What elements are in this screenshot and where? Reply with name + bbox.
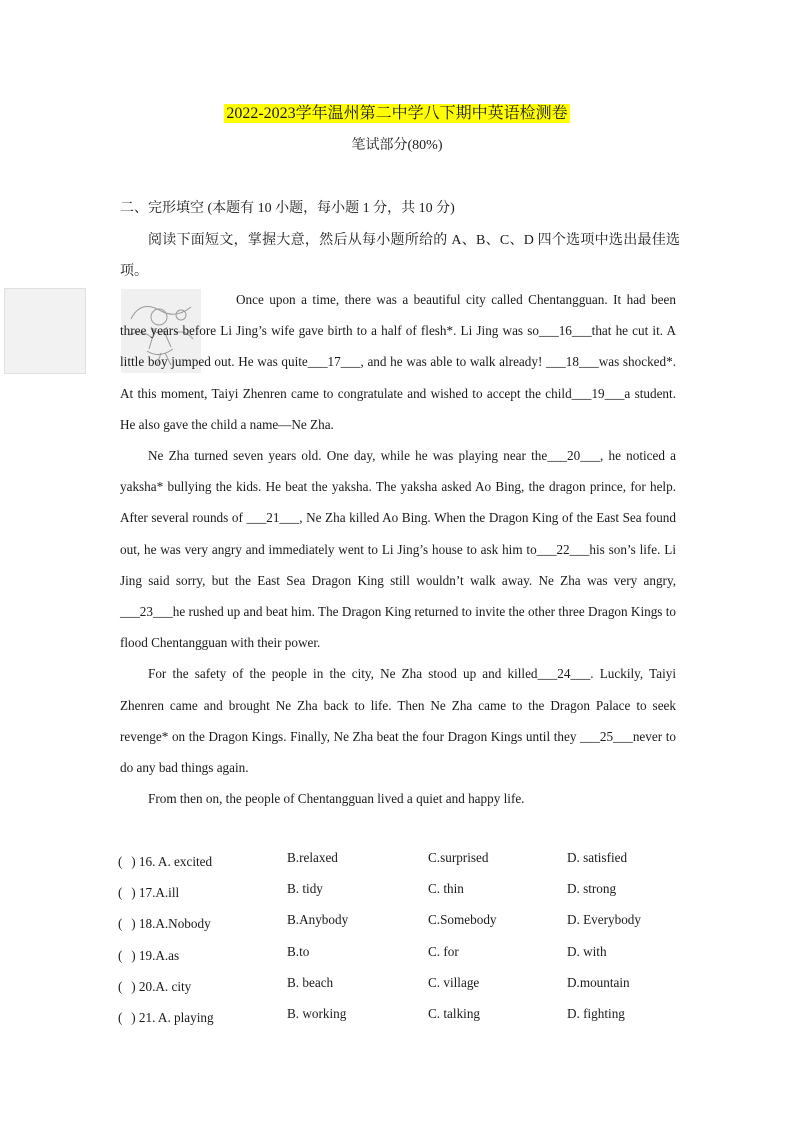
option-d[interactable]: D. with xyxy=(567,943,607,959)
question-stem[interactable]: ( ) 21. A. playing xyxy=(118,1009,214,1025)
option-b[interactable]: B.relaxed xyxy=(287,850,338,865)
passage-paragraph-3: For the safety of the people in the city, Ne Zha stood up and killed___24___. Luckily, Taiyi Zhenren came and brought Ne Zha back to life. Then Ne Zha came to the Dragon Palace to seek revenge* on the Dragon Kings. Finally, Ne Zha beat the four Dragon Kings until they ___25___never to do any bad things again. xyxy=(120,666,676,776)
passage-paragraph-1-text: Once upon a time, there was a beautiful city called Chentangguan. It had been three years before Li Jing’s wife gave birth to a half of flesh*. Li Jing was so___16___that he cut it. A little boy jumped out. He was quite___17___, and he was able to walk already! ___18___was shocked*. At this moment, Taiyi Zhenren came to congratulate and wished to accept the child___19___a student. He also gave the child a name—Ne Zha. xyxy=(120,292,676,432)
section-heading: 二、完形填空 (本题有 10 小题，每小题 1 分，共 10 分) xyxy=(120,201,455,216)
option-c[interactable]: C. thin xyxy=(428,881,464,897)
passage-paragraph-1 xyxy=(120,284,676,440)
question-row-21 xyxy=(118,1002,678,1033)
option-b[interactable]: B. beach xyxy=(287,974,334,990)
question-row-20 xyxy=(118,971,678,1002)
option-c[interactable]: C.surprised xyxy=(428,850,489,865)
nezha-sketch-illustration xyxy=(4,288,86,374)
option-c[interactable]: C. talking xyxy=(428,1005,481,1021)
question-stem[interactable]: ( ) 17.A.ill xyxy=(118,885,180,901)
question-row-18 xyxy=(118,908,678,939)
question-options xyxy=(118,846,678,1033)
option-b[interactable]: B.Anybody xyxy=(287,912,349,928)
option-b[interactable]: B. working xyxy=(287,1005,347,1021)
option-d[interactable]: D. fighting xyxy=(567,1005,625,1021)
option-c[interactable]: C.Somebody xyxy=(428,912,497,928)
question-row-16 xyxy=(118,846,678,877)
page-title: 2022-2023学年温州第二中学八下期中英语检测卷 xyxy=(226,105,568,122)
passage-paragraph-4: From then on, the people of Chentangguan lived a quiet and happy life. xyxy=(148,791,525,807)
option-b[interactable]: B. tidy xyxy=(287,881,323,897)
option-d[interactable]: D. satisfied xyxy=(567,850,628,865)
option-c[interactable]: C. village xyxy=(428,974,480,990)
instructions: 阅读下面短文，掌握大意，然后从每小题所给的 A、B、C、D 四个选项中选出最佳选项。 xyxy=(120,233,680,279)
option-d[interactable]: D. Everybody xyxy=(567,912,641,928)
option-c[interactable]: C. for xyxy=(428,943,459,959)
option-b[interactable]: B.to xyxy=(287,943,310,959)
page-subtitle: 笔试部分(80%) xyxy=(351,138,443,153)
passage-paragraph-2: Ne Zha turned seven years old. One day, while he was playing near the___20___, he noticed a yaksha* bullying the kids. He beat the yaksha. The yaksha asked Ao Bing, the dragon prince, for help. After several rounds of ___21___, Ne Zha killed Ao Bing. When the Dragon King of the East Sea found out, he was very angry and immediately went to Li Jing’s house to ask him to___22___his son’s life. Li Jing said sorry, but the East Sea Dragon King still wouldn’t walk away. Ne Zha was very angry, ___23___he rushed up and beat him. The Dragon King returned to invite the other three Dragon Kings to flood Chentangguan with their power. xyxy=(120,448,676,651)
title-block xyxy=(0,100,794,123)
question-row-17 xyxy=(118,877,678,908)
question-stem[interactable]: ( ) 19.A.as xyxy=(118,947,180,963)
option-d[interactable]: D.mountain xyxy=(567,974,630,990)
option-d[interactable]: D. strong xyxy=(567,881,617,897)
question-stem[interactable]: ( ) 20.A. city xyxy=(118,978,192,994)
cloze-passage xyxy=(120,284,676,814)
question-stem[interactable]: ( ) 16. A. excited xyxy=(118,854,213,869)
question-row-19 xyxy=(118,940,678,971)
question-stem[interactable]: ( ) 18.A.Nobody xyxy=(118,916,211,932)
